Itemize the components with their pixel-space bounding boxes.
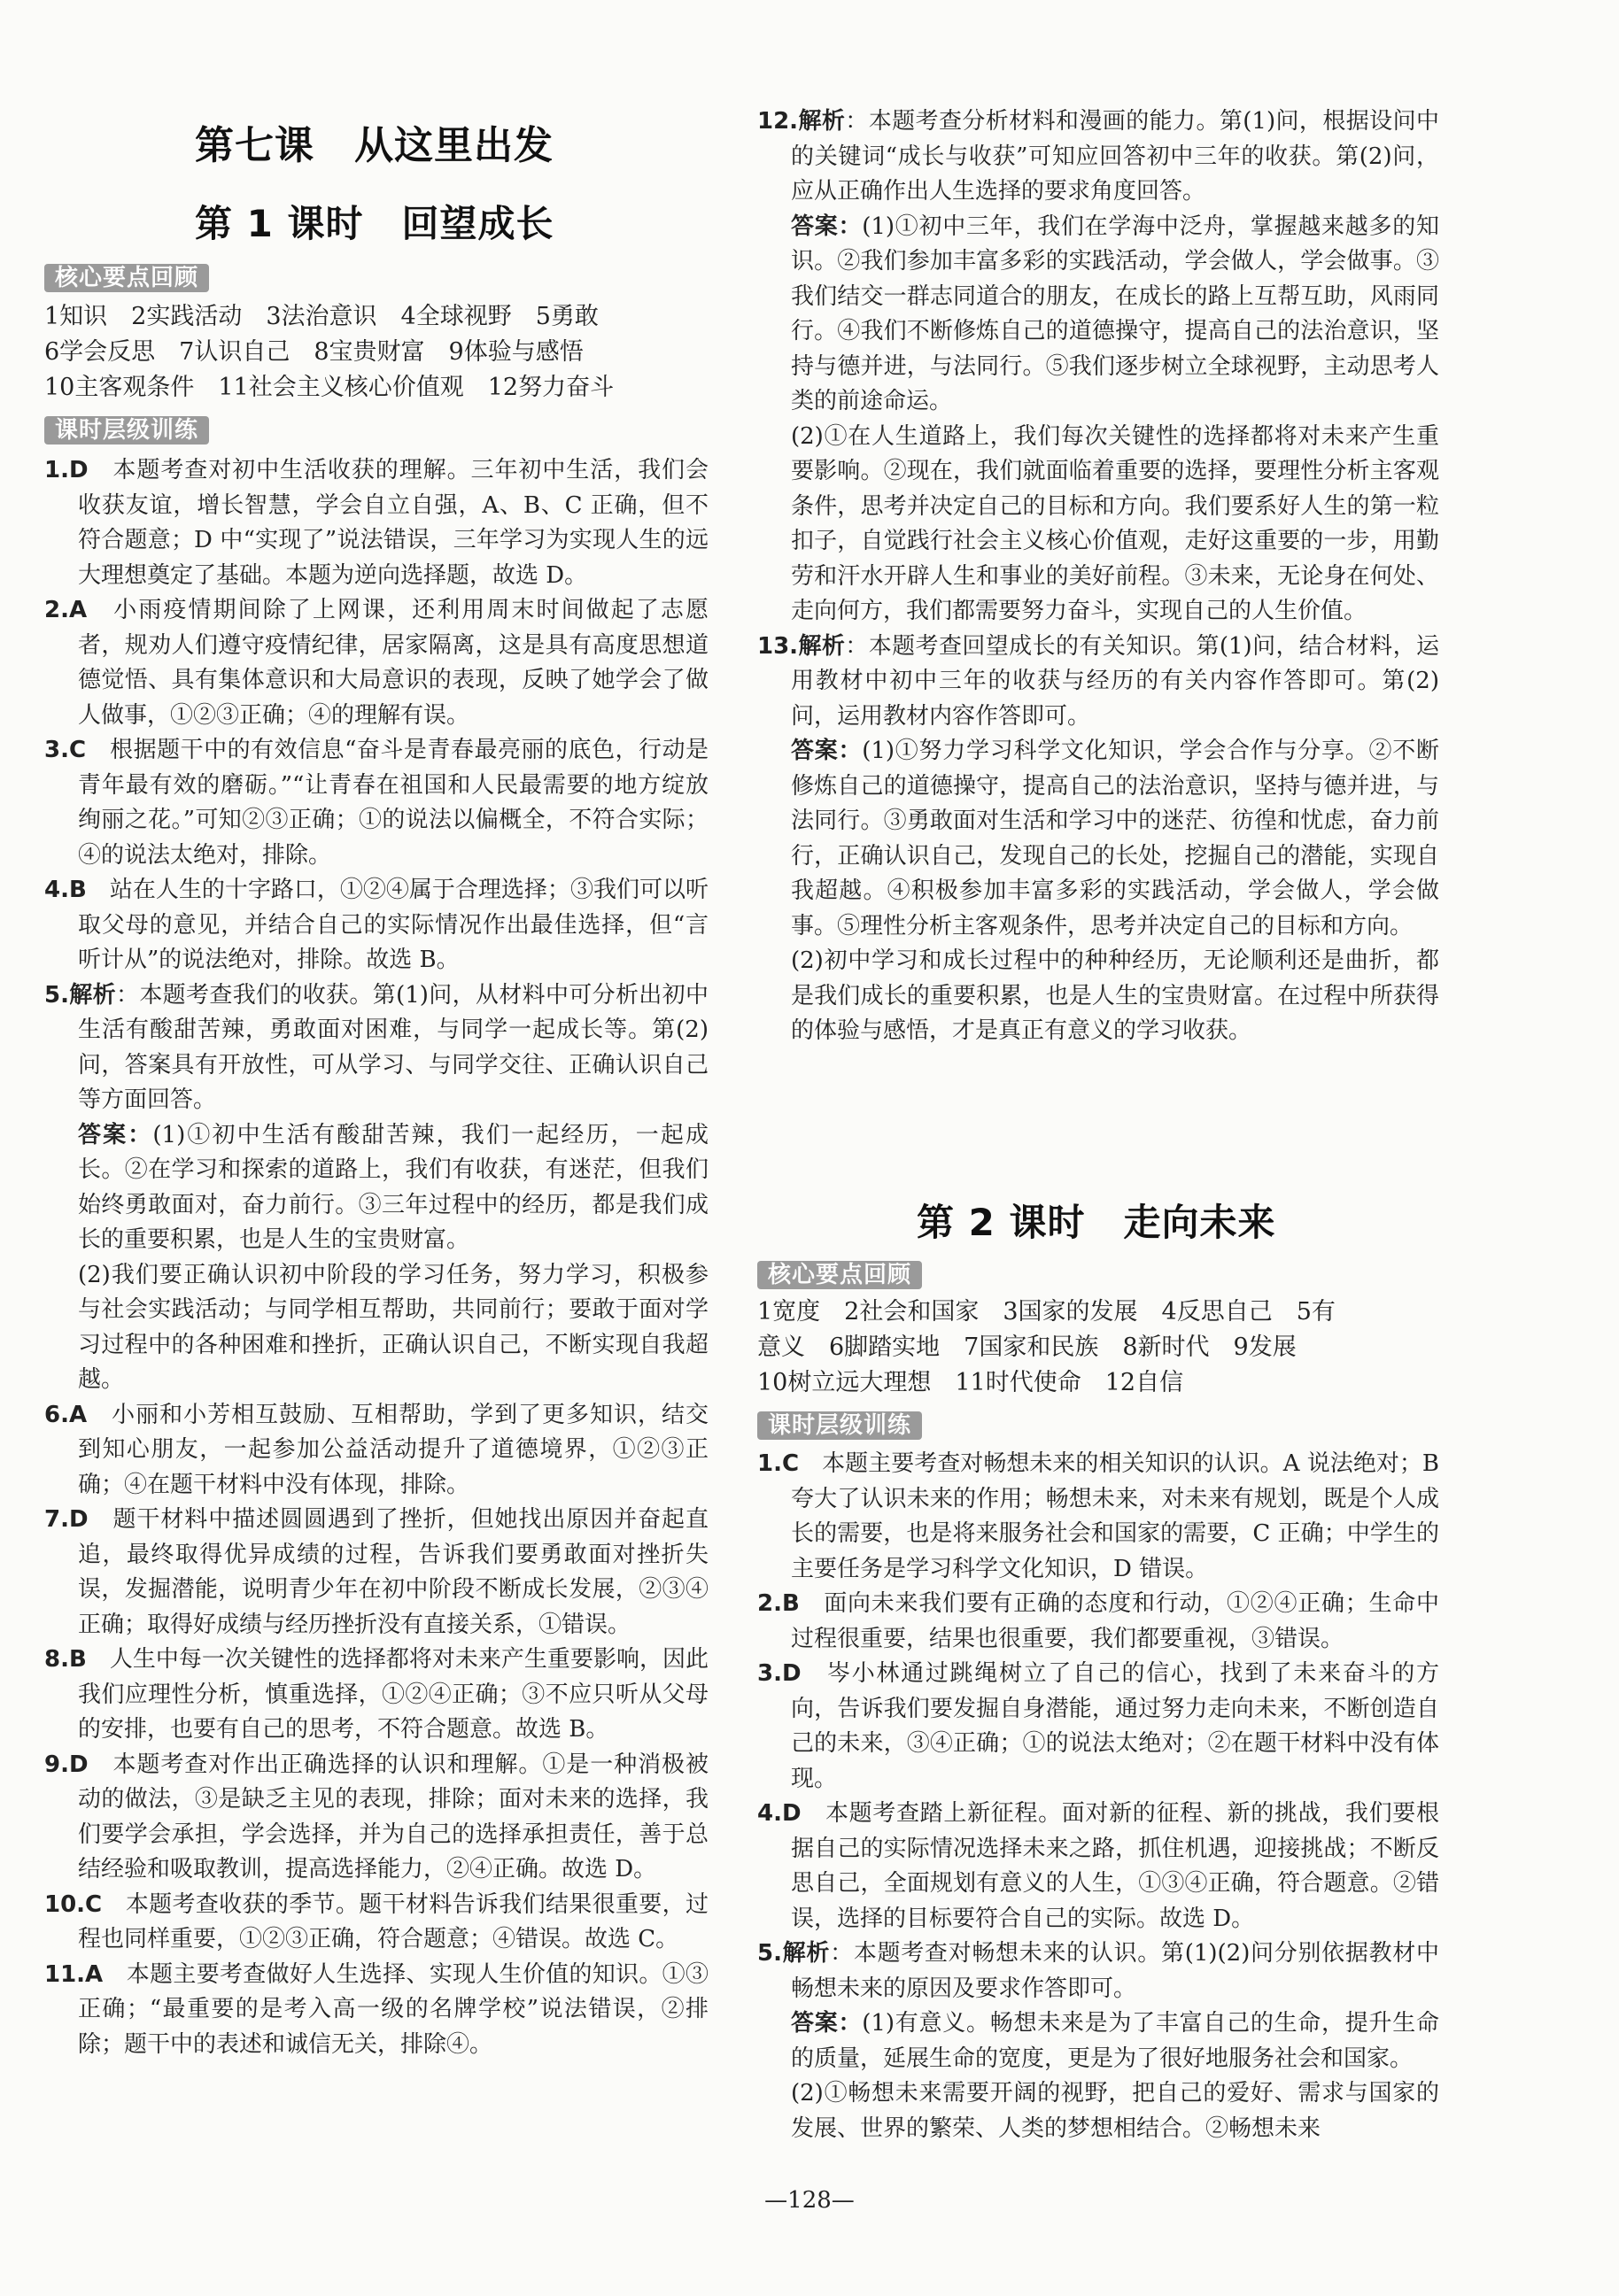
answer-part: (2)①在人生道路上，我们每次关键性的选择都将对未来产生重要影响。②现在，我们就面临着重要的选择，要理性分析主客观条件，思考并决定自己的目标和方向。我们要系好人生的第一粒扣子，自觉践行社会主义核心价值观，走好这重要的一步，用勤劳和汗水开辟人生和事业的美好前程。③未来，无论身在何处、走向何方，我们都需要努力奋斗，实现自己的人生价值。: [791, 422, 1439, 624]
section1-key-points-label: 核心要点回顾: [44, 264, 209, 292]
answer-text: 站在人生的十字路口，①②④属于合理选择；③我们可以听取父母的意见，并结合自己的实际情况作出最佳选择，但“言听计从”的说法绝对，排除。故选 B。: [78, 877, 709, 973]
section2-training-label: 课时层级训练: [757, 1411, 922, 1440]
answer-item: [757, 1797, 1439, 1937]
answer-item: 12.解析：本题考查分析材料和漫画的能力。第(1)问，根据设问中的关键词“成长与收获”可知应回答初中三年的收获。第(2)问，应从正确作出人生选择的要求角度回答。: [757, 108, 1439, 205]
answer-text: 本题考查收获的季节。题干材料告诉我们结果很重要，过程也同样重要，①②③正确，符合题意；④错误。故选 C。: [78, 1890, 709, 1952]
answer-number: 8.B: [44, 1646, 87, 1673]
section2-title: 第 2 课时 走向未来: [917, 1201, 1276, 1244]
answer-item: [44, 1503, 709, 1643]
answer-number: 13.解析: [757, 632, 846, 660]
answer-part: (2)我们要正确认识初中阶段的学习任务，努力学习，积极参与社会实践活动；与同学相互帮助，共同前行；要敢于面对学习过程中的各种困难和挫折，正确认识自己，不断实现自我超越。: [78, 1261, 709, 1393]
answer-label: 答案：: [78, 1121, 153, 1148]
key-points-line: 10树立远大理想 11时代使命 12自信: [757, 1369, 1184, 1396]
section1-training-label: 课时层级训练: [44, 416, 209, 445]
lesson-title: 第七课 从这里出发: [195, 123, 554, 168]
answer-number: 2.A: [44, 597, 88, 623]
answer-number: 3.D: [757, 1660, 802, 1687]
answer-item: 13.解析：本题考查回望成长的有关知识。第(1)问，结合材料，运用教材中初中三年的收获与经历的有关内容作答即可。第(2)问，运用教材内容作答即可。: [757, 632, 1439, 730]
answer-item: [44, 873, 709, 978]
answer-text: 本题主要考查对畅想未来的相关知识的认识。A 说法绝对；B 夸大了认识未来的作用；畅想未来，对未来有规划，既是个人成长的需要，也是将来服务社会和国家的需要，C 正确；中学生的主要任务是学习科学文化知识，D 错误。: [791, 1450, 1439, 1582]
key-points-line: 10主客观条件 11社会主义核心价值观 12努力奋斗: [44, 374, 615, 401]
page-number: —128—: [764, 2187, 855, 2214]
answer-item: [44, 733, 709, 873]
answer-content: [44, 1258, 709, 1398]
answer-part: (2)初中学习和成长过程中的种种经历，无论顺利还是曲折，都是我们成长的重要积累，也是人生的宝贵财富。在过程中所获得的体验与感悟，才是真正有意义的学习收获。: [791, 947, 1439, 1044]
answer-number: 4.D: [757, 1800, 802, 1827]
answer-text: 岑小林通过跳绳树立了自己的信心，找到了未来奋斗的方向，告诉我们要发掘自身潜能，通过努力走向未来，不断创造自己的未来，③④正确；①的说法太绝对；②在题干材料中没有体现。: [791, 1660, 1439, 1792]
answer-text: 根据题干中的有效信息“奋斗是青春最亮丽的底色，行动是青年最有效的磨砺。”“让青春在祖国和人民最需要的地方绽放绚丽之花。”可知②③正确；①的说法以偏概全，不符合实际；④的说法太绝对，排除。: [78, 737, 709, 869]
answer-text: 本题考查对初中生活收获的理解。三年初中生活，我们会收获友谊，增长智慧，学会自立自强，A、B、C 正确，但不符合题意；D 中“实现了”说法错误，三年学习为实现人生的远大理想奠定了基础。本题为逆向选择题，故选 D。: [78, 457, 709, 589]
answer-text: 本题考查分析材料和漫画的能力。第(1)问，根据设问中的关键词“成长与收获”可知应回答初中三年的收获。第(2)问，应从正确作出人生选择的要求角度回答。: [791, 108, 1439, 205]
answer-text: 本题考查回望成长的有关知识。第(1)问，结合材料，运用教材中初中三年的收获与经历的有关内容作答即可。第(2)问，运用教材内容作答即可。: [791, 632, 1439, 730]
answer-number: 1.D: [44, 457, 89, 483]
answer-label: 答案：: [791, 213, 863, 240]
answer-content: [757, 2076, 1439, 2146]
answer-number: 2.B: [757, 1590, 800, 1617]
answer-content: [757, 944, 1439, 1049]
section1-key-points: [44, 299, 614, 406]
answer-number: 1.C: [757, 1450, 800, 1477]
answer-text: 人生中每一次关键性的选择都将对未来产生重要影响，因此我们应理性分析，慎重选择，①②④正确；③不应只听从父母的安排，也要有自己的思考，不符合题意。故选 B。: [78, 1646, 709, 1743]
answer-item: [44, 1888, 709, 1958]
answer-number: 9.D: [44, 1751, 89, 1778]
answer-text: 本题考查对畅想未来的认识。第(1)(2)问分别依据教材中畅想未来的原因及要求作答即可。: [791, 1940, 1439, 2002]
section2-key-points-label: 核心要点回顾: [757, 1261, 922, 1289]
answer-text: 本题主要考查做好人生选择、实现人生价值的知识。①③正确；“最重要的是考入高一级的名牌学校”说法错误，②排除；题干中的表述和诚信无关，排除④。: [78, 1960, 709, 2058]
answer-number: 7.D: [44, 1506, 89, 1533]
answer-number: 5.解析: [44, 981, 116, 1009]
answer-number: 11.A: [44, 1960, 104, 1988]
section1-answers: [44, 453, 709, 2062]
answer-item: [44, 593, 709, 733]
section1-answers-continued: [757, 104, 1439, 1049]
answer-item: [757, 1587, 1439, 1657]
answer-content: [757, 210, 1439, 420]
answer-number: 10.C: [44, 1890, 103, 1918]
answer-content: [44, 1118, 709, 1258]
answer-part: (1)①努力学习科学文化知识，学会合作与分享。②不断修炼自己的道德操守，提高自己的法治意识，坚持与德并进，与法同行。③勇敢面对生活和学习中的迷茫、彷徨和忧虑，奋力前行，正确认识自己，发现自己的长处，挖掘自己的潜能，实现自我超越。④积极参加丰富多彩的实践活动，学会做人，学会做事。⑤理性分析主客观条件，思考并决定自己的目标和方向。: [791, 738, 1439, 939]
answer-item: [44, 1643, 709, 1748]
answer-item: [44, 1958, 709, 2063]
answer-text: 本题考查对作出正确选择的认识和理解。①是一种消极被动的做法，③是缺乏主见的表现，排除；面对未来的选择，我们要学会承担，学会选择，并为自己的选择承担责任，善于总结经验和吸取教训，提高选择能力，②④正确。故选 D。: [78, 1751, 709, 1882]
answer-label: 答案：: [791, 738, 863, 764]
answer-item: [44, 1748, 709, 1888]
key-points-line: 6学会反思 7认识自己 8宝贵财富 9体验与感悟: [44, 338, 584, 366]
answer-item: [757, 1657, 1439, 1797]
section2-key-points: [757, 1295, 1336, 1401]
answer-item: 5.解析：本题考查对畅想未来的认识。第(1)(2)问分别依据教材中畅想未来的原因及要求作答即可。: [757, 1940, 1439, 2002]
answer-number: 3.C: [44, 737, 87, 763]
answer-content: [757, 734, 1439, 944]
answer-part: (1)有意义。畅想未来是为了丰富自己的生命，提升生命的质量，延展生命的宽度，更是为了很好地服务社会和国家。: [791, 2010, 1439, 2072]
answer-text: 面向未来我们要有正确的态度和行动，①②④正确；生命中过程很重要，结果也很重要，我们都要重视，③错误。: [791, 1590, 1439, 1652]
section1-title: 第 1 课时 回望成长: [195, 202, 554, 245]
key-points-line: 1知识 2实践活动 3法治意识 4全球视野 5勇敢: [44, 303, 599, 330]
answer-text: 小雨疫情期间除了上网课，还利用周末时间做起了志愿者，规劝人们遵守疫情纪律，居家隔离，这是具有高度思想道德觉悟、具有集体意识和大局意识的表现，反映了她学会了做人做事，①②③正确；④的理解有误。: [78, 597, 709, 729]
answer-text: 小丽和小芳相互鼓励、互相帮助，学到了更多知识，结交到知心朋友，一起参加公益活动提升了道德境界，①②③正确；④在题干材料中没有体现，排除。: [78, 1401, 709, 1498]
answer-item: [757, 1447, 1439, 1587]
answer-part: (1)①初中三年，我们在学海中泛舟，掌握越来越多的知识。②我们参加丰富多彩的实践活动，学会做人，学会做事。③我们结交一群志同道合的朋友，在成长的路上互帮互助，风雨同行。④我们不断修炼自己的道德操守，提高自己的法治意识，坚持与德并进，与法同行。⑤我们逐步树立全球视野，主动思考人类的前途命运。: [791, 213, 1439, 414]
answer-text: 本题考查我们的收获。第(1)问，从材料中可分析出初中生活有酸甜苦辣，勇敢面对困难，与同学一起成长等。第(2)问，答案具有开放性，可从学习、与同学交往、正确认识自己等方面回答。: [78, 981, 709, 1113]
key-points-line: 1宽度 2社会和国家 3国家的发展 4反思自己 5有: [757, 1298, 1336, 1326]
answer-content: [757, 420, 1439, 630]
answer-content: [757, 2006, 1439, 2076]
answer-item: [44, 453, 709, 593]
answer-number: 5.解析: [757, 1940, 831, 1967]
answer-part: (2)①畅想未来需要开阔的视野，把自己的爱好、需求与国家的发展、世界的繁荣、人类的梦想相结合。②畅想未来: [791, 2080, 1439, 2142]
answer-item: 5.解析：本题考查我们的收获。第(1)问，从材料中可分析出初中生活有酸甜苦辣，勇敢面对困难，与同学一起成长等。第(2)问，答案具有开放性，可从学习、与同学交往、正确认识自己等方面回答。: [44, 981, 709, 1113]
answer-text: 本题考查踏上新征程。面对新的征程、新的挑战，我们要根据自己的实际情况选择未来之路，抓住机遇，迎接挑战；不断反思自己，全面规划有意义的人生，①③④正确，符合题意。②错误，选择的目标要符合自己的实际。故选 D。: [791, 1800, 1439, 1932]
answer-text: 题干材料中描述圆圆遇到了挫折，但她找出原因并奋起直追，最终取得优异成绩的过程，告诉我们要勇敢面对挫折失误，发掘潜能，说明青少年在初中阶段不断成长发展，②③④ 正确；取得好成绩与经历挫折没有直接关系，①错误。: [78, 1506, 709, 1638]
key-points-line: 意义 6脚踏实地 7国家和民族 8新时代 9发展: [757, 1334, 1297, 1361]
answer-label: 答案：: [791, 2010, 863, 2037]
answer-number: 12.解析: [757, 108, 846, 135]
section2-answers: [757, 1447, 1439, 2146]
answer-number: 6.A: [44, 1401, 88, 1428]
answer-number: 4.B: [44, 877, 87, 903]
answer-item: [44, 1398, 709, 1504]
answer-part: (1)①初中生活有酸甜苦辣，我们一起经历，一起成长。②在学习和探索的道路上，我们有收获，有迷茫，但我们始终勇敢面对，奋力前行。③三年过程中的经历，都是我们成长的重要积累，也是人生的宝贵财富。: [78, 1121, 709, 1253]
